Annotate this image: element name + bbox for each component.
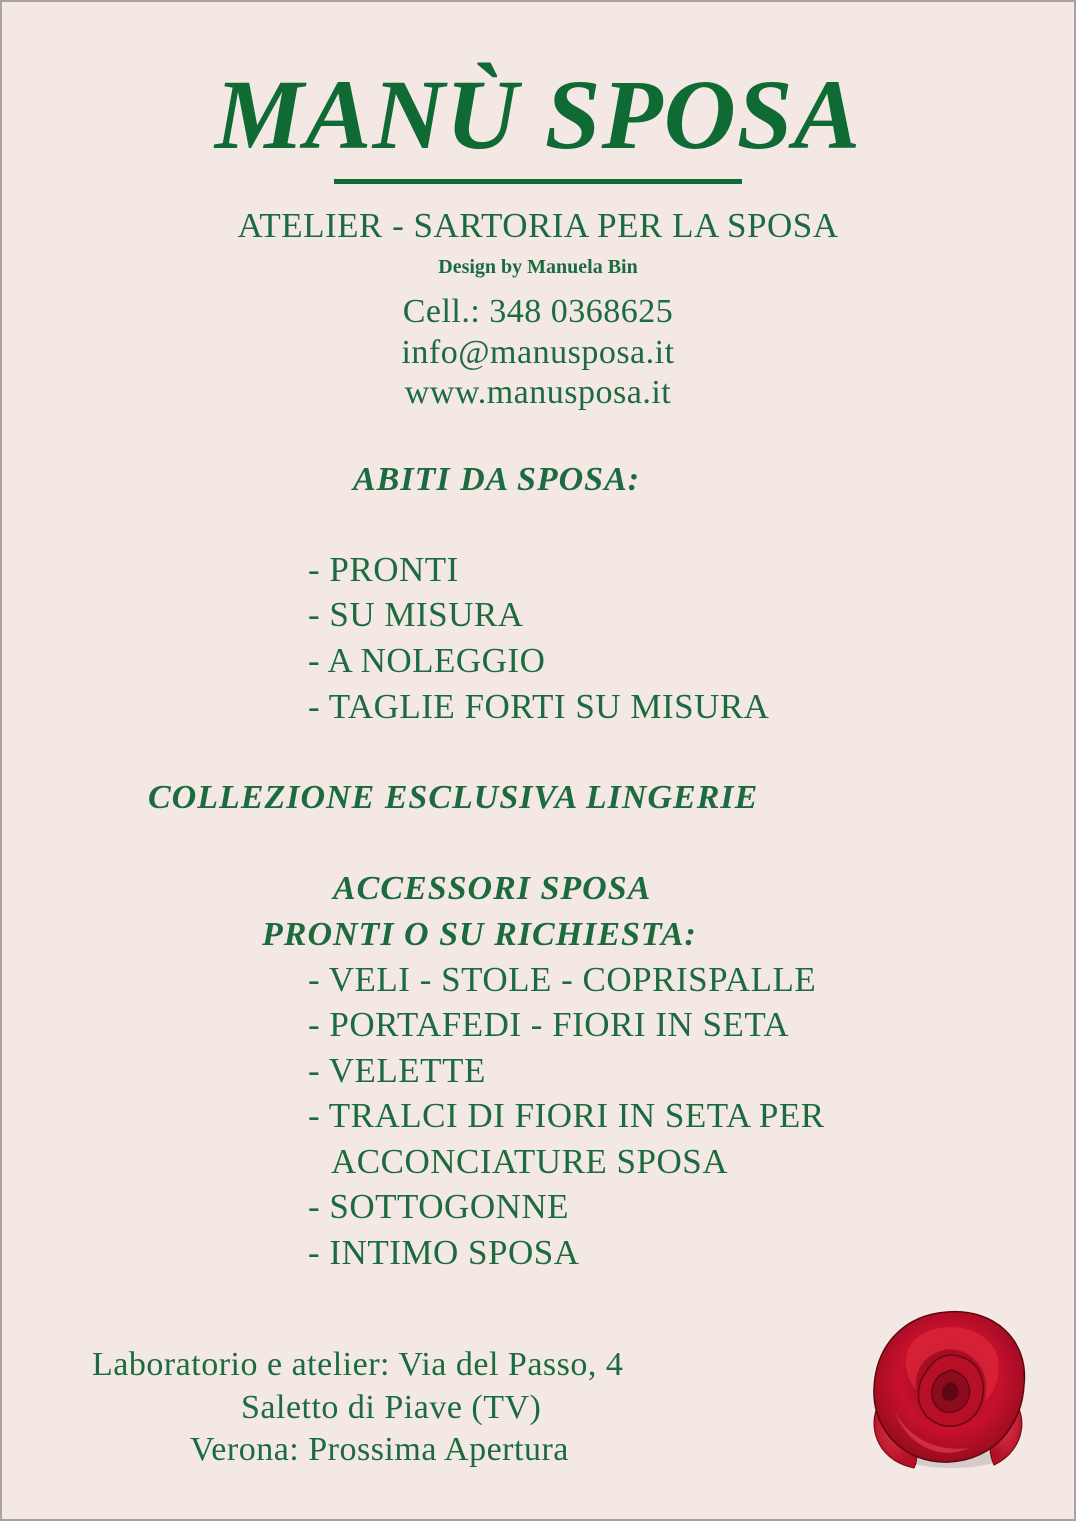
accessory-item: - PORTAFEDI - FIORI IN SETA [308,1005,790,1044]
footer-address: Laboratorio e atelier: Via del Passo, 4 [92,1346,624,1383]
accessories-subheading: PRONTI O SU RICHIESTA: [262,916,697,953]
dress-item: - A NOLEGGIO [308,641,546,680]
footer-city: Saletto di Piave (TV) [241,1389,542,1426]
accessory-item: - VELI - STOLE - COPRISPALLE [308,960,817,999]
accessory-item: - INTIMO SPOSA [308,1233,580,1272]
dress-item: - PRONTI [308,550,459,589]
brand-title: MANÙ SPOSA [214,59,862,170]
dress-item: - SU MISURA [308,595,524,634]
rose-icon [854,1300,1040,1480]
accessory-item: - TRALCI DI FIORI IN SETA PER [308,1096,825,1135]
footer-verona: Verona: Prossima Apertura [190,1431,569,1468]
designer-credit: Design by Manuela Bin [438,256,638,278]
subtitle: ATELIER - SARTORIA PER LA SPOSA [237,206,839,245]
brand-underline [334,179,742,184]
phone-number: Cell.: 348 0368625 [402,293,674,330]
accessories-heading: ACCESSORI SPOSA [333,870,652,907]
dress-item: - TAGLIE FORTI SU MISURA [308,687,770,726]
accessory-item: - SOTTOGONNE [308,1187,570,1226]
website-link[interactable]: www.manusposa.it [404,374,672,411]
lingerie-heading: COLLEZIONE ESCLUSIVA LINGERIE [148,779,759,816]
dresses-heading: ABITI DA SPOSA: [353,461,641,498]
accessory-item-continuation: ACCONCIATURE SPOSA [331,1142,728,1181]
email-address[interactable]: info@manusposa.it [401,334,675,371]
accessory-item: - VELETTE [308,1051,486,1090]
